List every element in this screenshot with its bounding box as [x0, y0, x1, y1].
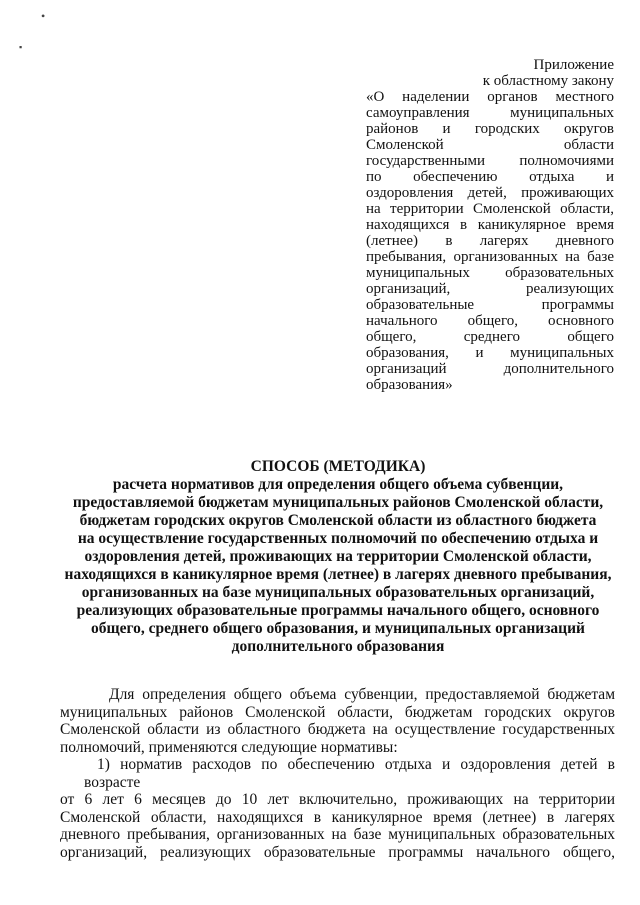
title-heading: СПОСОБ (МЕТОДИКА) [250, 458, 426, 475]
annex-law-title-line: «О наделении органов местного [366, 89, 614, 105]
list-item-line: дневного пребывания, организованных на базе муниципальных образовательных [60, 826, 615, 843]
list-item-line: организаций, реализующих образовательные программы начального общего, [60, 843, 615, 861]
annex-law-title-line: по обеспечению отдыха и [366, 169, 614, 185]
annex-law-title-line: на территории Смоленской области, [366, 201, 614, 217]
paragraph-line: муниципальных районов Смоленской области, бюджетам городских округов [60, 703, 615, 721]
paragraph-line: Смоленской области из областного бюджета на осуществление государственных [60, 721, 615, 738]
scan-mark: ▪ [19, 42, 23, 52]
paragraph-line: Для определения общего объема субвенции, предоставляемой бюджетам [109, 686, 615, 703]
paragraph-line: полномочий, применяются следующие нормативы: [60, 738, 398, 756]
title-line: оздоровления детей, проживающих на территории Смоленской области, [84, 548, 592, 565]
list-item-line: от 6 лет 6 месяцев до 10 лет включительно, проживающих на территории [60, 791, 615, 808]
title-line: на осуществление государственных полномочий по обеспечению отдыха и [77, 530, 599, 547]
annex-law-reference: к областному закону [482, 73, 614, 89]
annex-law-title-line: образовательные программы [366, 297, 614, 313]
annex-law-title-line: общего, среднего общего [366, 329, 614, 345]
annex-block [366, 57, 614, 393]
annex-law-title-line: государственными полномочиями [366, 153, 614, 169]
annex-law-title-line: оздоровления детей, проживающих [366, 185, 614, 201]
title-line: предоставляемой бюджетам муниципальных районов Смоленской области, [72, 494, 604, 511]
annex-law-title-line: организаций дополнительного [366, 361, 614, 377]
annex-law-title-line: самоуправления муниципальных [366, 105, 614, 121]
title-line: реализующих образовательные программы начального общего, основного [76, 602, 600, 619]
annex-law-title-line: Смоленской области [366, 137, 614, 153]
title-line: бюджетам городских округов Смоленской области из областного бюджета [79, 512, 597, 529]
annex-label: Приложение [533, 57, 614, 73]
annex-law-title-line: организаций, реализующих [366, 281, 614, 297]
body-text [60, 686, 615, 861]
annex-law-title-line: находящихся в каникулярное время [366, 217, 614, 233]
annex-law-title-line: образования, и муниципальных [366, 345, 614, 361]
document-title [60, 458, 616, 656]
scan-mark: • [41, 9, 46, 23]
annex-law-title-line: муниципальных образовательных [366, 265, 614, 281]
list-item-line: Смоленской области, находящихся в каникулярное время (летнее) в лагерях [60, 808, 615, 826]
annex-law-title-line: районов и городских округов [366, 121, 614, 137]
title-line: организованных на базе муниципальных образовательных организаций, [81, 584, 595, 601]
title-line: находящихся в каникулярное время (летнее) в лагерях дневного пребывания, [64, 566, 612, 583]
annex-law-title-line: начального общего, основного [366, 313, 614, 329]
title-line: общего, среднего общего образования, и муниципальных организаций [91, 620, 585, 637]
annex-law-title-line: пребывания, организованных на базе [366, 249, 614, 265]
list-item-line: 1) норматив расходов по обеспечению отдыха и оздоровления детей в возрасте [84, 756, 615, 791]
annex-law-title-line: образования» [366, 377, 453, 393]
annex-law-title-line: (летнее) в лагерях дневного [366, 233, 614, 249]
title-line: дополнительного образования [231, 638, 445, 655]
title-line: расчета нормативов для определения общего объема субвенции, [112, 476, 564, 493]
